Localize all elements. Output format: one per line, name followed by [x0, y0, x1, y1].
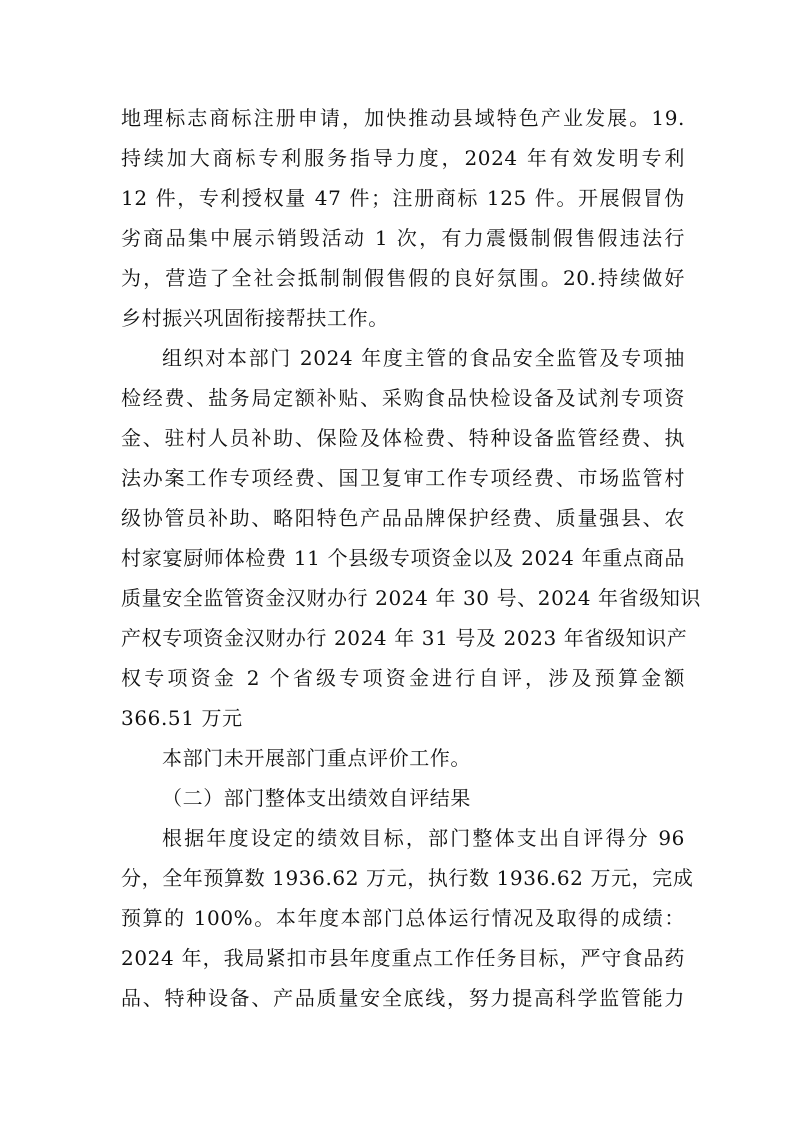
- paragraph-line: 劣商品集中展示销毁活动 1 次，有力震慑制假售假违法行: [121, 226, 685, 250]
- paragraph-line: 品、特种设备、产品质量安全底线，努力提高科学监管能力: [121, 986, 685, 1010]
- paragraph-line: 金、驻村人员补助、保险及体检费、特种设备监管经费、执: [121, 426, 685, 450]
- paragraph-line: 为，营造了全社会抵制制假售假的良好氛围。20.持续做好: [121, 266, 685, 290]
- paragraph-line: 本部门未开展部门重点评价工作。: [162, 746, 471, 770]
- paragraph-line: 12 件，专利授权量 47 件；注册商标 125 件。开展假冒伪: [121, 186, 685, 210]
- paragraph-line: 根据年度设定的绩效目标，部门整体支出自评得分 96: [162, 826, 685, 850]
- paragraph-line: 组织对本部门 2024 年度主管的食品安全监管及专项抽: [162, 346, 685, 370]
- paragraph-line: 持续加大商标专利服务指导力度，2024 年有效发明专利: [121, 146, 685, 170]
- paragraph-line: 乡村振兴巩固衔接帮扶工作。: [121, 306, 389, 330]
- paragraph-line: 级协管员补助、略阳特色产品品牌保护经费、质量强县、农: [121, 506, 685, 530]
- paragraph-line: 权专项资金 2 个省级专项资金进行自评，涉及预算金额: [121, 666, 685, 690]
- paragraph-line: 检经费、盐务局定额补贴、采购食品快检设备及试剂专项资: [121, 386, 685, 410]
- paragraph-line: 366.51 万元: [121, 706, 243, 730]
- paragraph-line: 村家宴厨师体检费 11 个县级专项资金以及 2024 年重点商品: [121, 546, 685, 570]
- paragraph-line: 地理标志商标注册申请，加快推动县域特色产业发展。19.: [121, 106, 685, 130]
- paragraph-line: 预算的 100%。本年度本部门总体运行情况及取得的成绩：: [121, 906, 685, 930]
- paragraph-line: 分，全年预算数 1936.62 万元，执行数 1936.62 万元，完成: [121, 866, 694, 890]
- paragraph-line: 2024 年，我局紧扣市县年度重点工作任务目标，严守食品药: [121, 946, 685, 970]
- paragraph-line: 产权专项资金汉财办行 2024 年 31 号及 2023 年省级知识产: [121, 626, 688, 650]
- paragraph-line: 质量安全监管资金汉财办行 2024 年 30 号、2024 年省级知识: [121, 586, 702, 610]
- paragraph-line: 法办案工作专项经费、国卫复审工作专项经费、市场监管村: [121, 466, 685, 490]
- section-heading: （二）部门整体支出绩效自评结果: [162, 786, 471, 810]
